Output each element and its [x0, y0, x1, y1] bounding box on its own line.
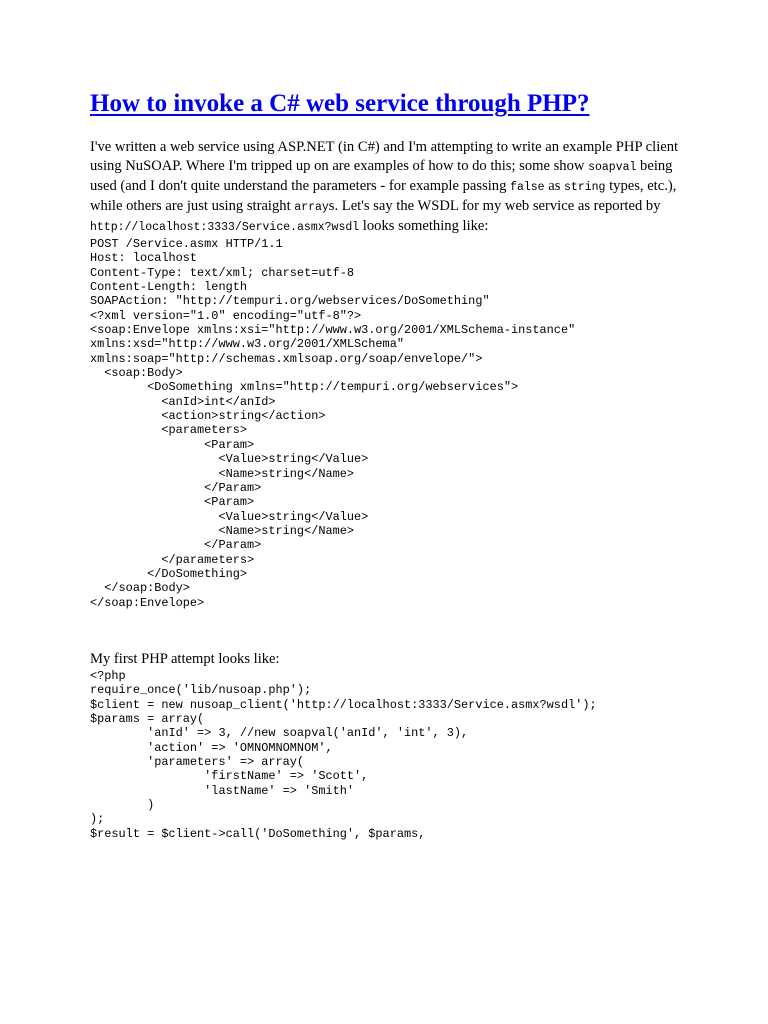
- http-request-code-block: POST /Service.asmx HTTP/1.1 Host: localhost Content-Type: text/xml; charset=utf-8 Content-Length: length SOAPAction: "http://tempuri.org/webservices/DoSomething": [90, 237, 490, 309]
- php-intro-paragraph: My first PHP attempt looks like:: [90, 650, 280, 667]
- intro-text-5: s. Let's say the WSDL for my web service as reported by: [328, 198, 661, 214]
- intro-text-6: looks something like:: [359, 218, 489, 234]
- php-call-code-block: $params = array( 'anId' => 3, //new soapval('anId', 'int', 3), 'action' => 'OMNOMNOMNOM', 'parameters' => array( 'firstName' => 'Scott', 'lastName' => 'Smith' ) ); $result = $client->call('DoSomething', $params,: [90, 711, 469, 841]
- document-page: [90, 88, 690, 841]
- inline-code-string: string: [564, 181, 606, 194]
- inline-code-array: array: [294, 201, 329, 214]
- intro-text-3: as: [544, 178, 565, 194]
- page-title-link[interactable]: How to invoke a C# web service through PHP?: [90, 90, 590, 117]
- inline-code-false: false: [510, 181, 545, 194]
- intro-text-1: I've written a web service using ASP.NET (in C#) and I'm attempting to write an example PHP client using NuSOAP. Where I'm tripped up on are examples of how to do this; some show: [90, 139, 679, 174]
- soap-envelope-code-block: <?xml version="1.0" encoding="utf-8"?> <soap:Envelope xmlns:xsi="http://www.w3.org/2001/XMLSchema-instance" xmlns:xsd="http://www.w3.org/2001/XMLSchema" xmlns:soap="http://schemas.xmlsoap.org/soap/envelope/"> <soap:Body> <DoSomething xmlns="http://tempuri.org/webservices"> <anId>int</anId> <action>string</action> <parameters> <Param> <Value>string</Value> <Name>string</Name> </Param> <Param> <Value>string</Value> <Name>string</Name> </Param> </parameters> </DoSomething> </soap:Body> </soap:Envelope>: [90, 308, 576, 610]
- inline-code-wsdl-url: http://localhost:3333/Service.asmx?wsdl: [90, 221, 360, 234]
- intro-paragraph: [90, 138, 680, 237]
- intro-text-2: being used (and I don't quite understand the parameters - for example passing: [90, 158, 673, 194]
- intro-text-4: types, etc.), while others are just using straight: [90, 178, 677, 214]
- php-setup-code-block: <?php require_once('lib/nusoap.php'); $client = new nusoap_client('http://localhost:3333/Service.asmx?wsdl');: [90, 668, 597, 712]
- inline-code-soapval: soapval: [588, 161, 637, 174]
